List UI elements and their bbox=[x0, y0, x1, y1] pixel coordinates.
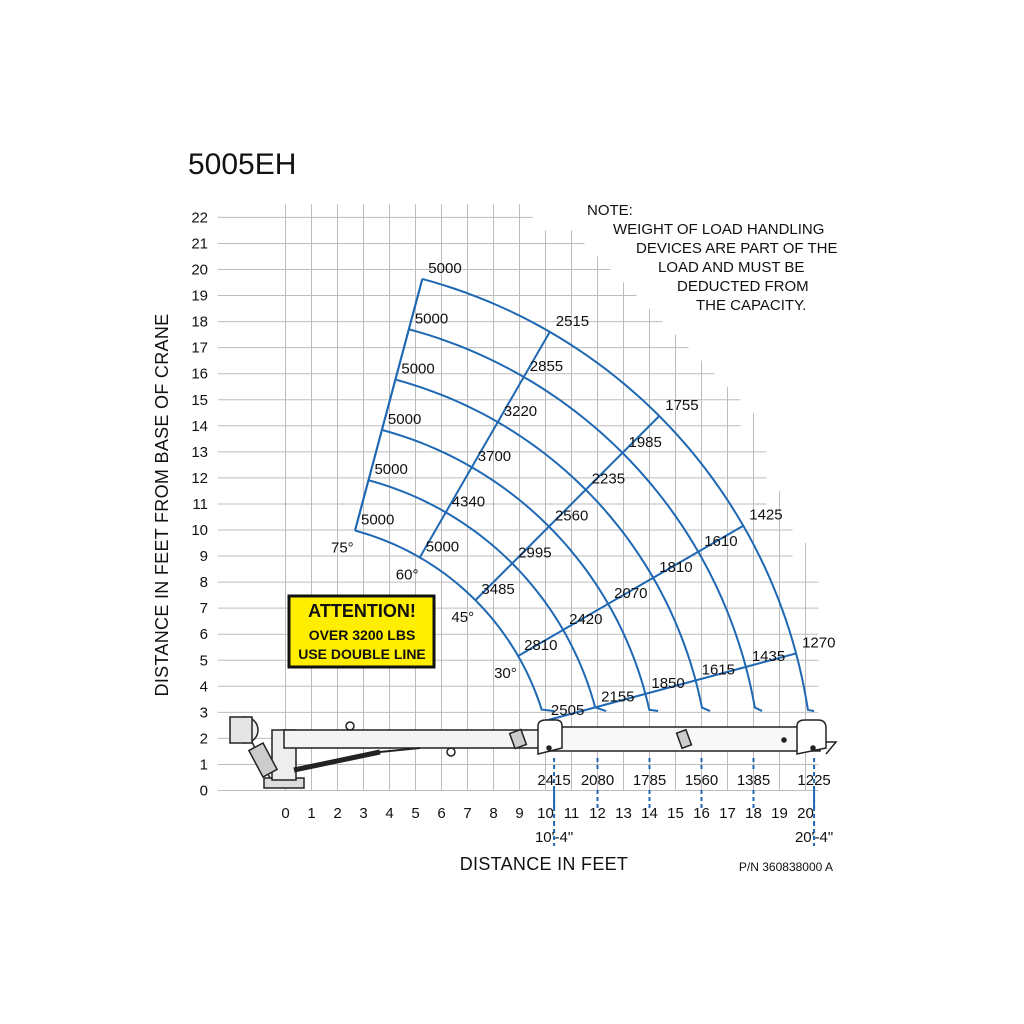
boom-angle-line bbox=[355, 279, 422, 531]
y-tick-label: 22 bbox=[191, 209, 208, 227]
angle-label: 30° bbox=[494, 664, 517, 682]
y-tick-label: 12 bbox=[191, 469, 208, 487]
capacity-label: 2155 bbox=[601, 688, 635, 706]
y-tick-label: 11 bbox=[192, 495, 208, 513]
capacity-label: 2810 bbox=[524, 636, 558, 654]
capacity-label: 5000 bbox=[401, 360, 435, 378]
pin-icon bbox=[782, 738, 786, 742]
attention-box bbox=[289, 596, 434, 667]
note-line: THE CAPACITY. bbox=[696, 297, 807, 314]
capacity-label: 2995 bbox=[518, 544, 552, 562]
horizontal-capacity-label: 2080 bbox=[580, 772, 615, 789]
x-tick-label: 1 bbox=[307, 805, 316, 822]
capacity-label: 2235 bbox=[591, 470, 626, 488]
capacity-label: 5000 bbox=[374, 461, 408, 479]
x-tick-label: 5 bbox=[411, 805, 420, 822]
capacity-label: 3700 bbox=[477, 448, 512, 466]
x-tick-label: 13 bbox=[615, 805, 632, 822]
capacity-label: 1615 bbox=[701, 661, 735, 679]
y-tick-label: 9 bbox=[199, 548, 208, 566]
capacity-label: 5000 bbox=[361, 511, 395, 529]
capacity-label: 1610 bbox=[704, 532, 738, 550]
x-tick-label: 19 bbox=[771, 805, 788, 822]
x-tick-label: 12 bbox=[589, 805, 606, 822]
x-tick-label: 10 bbox=[537, 805, 554, 822]
x-axis-title: DISTANCE IN FEET bbox=[459, 854, 629, 874]
horizontal-capacity-label: 1385 bbox=[736, 772, 771, 789]
angle-label: 45° bbox=[451, 609, 475, 627]
capacity-label: 2855 bbox=[529, 357, 564, 375]
x-axis-ticks bbox=[281, 805, 814, 822]
y-tick-label: 5 bbox=[199, 652, 208, 670]
x-tick-label: 20 bbox=[797, 805, 814, 822]
boom-inner-section bbox=[284, 730, 540, 748]
capacity-label: 4340 bbox=[451, 493, 486, 511]
y-tick-label: 19 bbox=[191, 287, 208, 305]
y-tick-label: 17 bbox=[191, 339, 208, 357]
capacity-label: 1755 bbox=[665, 397, 699, 415]
capacity-label: 3485 bbox=[481, 581, 515, 599]
x-tick-label: 4 bbox=[385, 805, 394, 822]
reach-extent-label: 10'-4" bbox=[534, 829, 574, 846]
y-tick-label: 16 bbox=[191, 365, 208, 383]
horizontal-capacity-label: 1785 bbox=[632, 772, 667, 789]
horizontal-capacity-labels bbox=[537, 772, 830, 789]
angle-label: 60° bbox=[395, 566, 419, 584]
y-tick-label: 10 bbox=[191, 522, 208, 539]
lift-eye-icon bbox=[346, 722, 354, 730]
sheave-icon bbox=[547, 746, 551, 750]
y-tick-label: 1 bbox=[199, 756, 208, 774]
note-line: DEVICES ARE PART OF THE bbox=[636, 240, 838, 257]
capacity-label: 1810 bbox=[659, 558, 693, 576]
x-tick-label: 11 bbox=[563, 805, 580, 822]
x-tick-label: 7 bbox=[463, 805, 472, 822]
x-tick-label: 14 bbox=[641, 805, 658, 822]
note-line: WEIGHT OF LOAD HANDLING bbox=[613, 221, 825, 238]
capacity-label: 3220 bbox=[503, 403, 538, 421]
y-tick-label: 6 bbox=[199, 626, 208, 644]
motor-icon bbox=[230, 717, 252, 743]
x-tick-label: 0 bbox=[281, 805, 290, 822]
y-tick-label: 18 bbox=[191, 313, 208, 331]
reach-extent-labels bbox=[535, 829, 833, 846]
capacity-label: 5000 bbox=[387, 410, 422, 428]
capacity-label: 1425 bbox=[749, 506, 783, 524]
note-line: NOTE: bbox=[587, 202, 633, 219]
x-tick-label: 2 bbox=[333, 805, 342, 822]
x-tick-label: 15 bbox=[667, 805, 684, 822]
horizontal-capacity-label: 1225 bbox=[797, 772, 831, 789]
y-tick-label: 21 bbox=[191, 235, 208, 253]
lift-eye-icon bbox=[447, 748, 455, 756]
reach-extent-label: 20'-4" bbox=[794, 829, 834, 846]
attention-line: USE DOUBLE LINE bbox=[298, 646, 426, 662]
angle-label: 75° bbox=[331, 539, 354, 557]
horizontal-capacity-label: 2415 bbox=[537, 772, 571, 789]
attention-heading: ATTENTION! bbox=[308, 601, 416, 621]
x-tick-label: 3 bbox=[359, 805, 368, 822]
capacity-label: 1985 bbox=[628, 433, 662, 451]
sheave-icon bbox=[811, 746, 815, 750]
capacity-label: 1850 bbox=[651, 674, 685, 692]
x-tick-label: 18 bbox=[745, 805, 762, 822]
y-axis-ticks bbox=[191, 209, 208, 799]
note-line: DEDUCTED FROM bbox=[677, 278, 809, 295]
y-tick-label: 13 bbox=[191, 443, 208, 461]
x-tick-label: 9 bbox=[515, 805, 524, 822]
y-tick-label: 7 bbox=[199, 600, 208, 618]
attention-line: OVER 3200 LBS bbox=[308, 627, 416, 643]
chart-title: 5005EH bbox=[188, 148, 297, 181]
capacity-label: 2515 bbox=[555, 312, 590, 330]
x-tick-label: 8 bbox=[489, 805, 498, 822]
x-tick-label: 16 bbox=[693, 805, 710, 822]
capacity-label: 5000 bbox=[425, 538, 460, 556]
y-tick-label: 0 bbox=[199, 782, 208, 800]
y-tick-label: 8 bbox=[199, 574, 208, 592]
tip-bracket bbox=[826, 742, 836, 754]
capacity-label: 5000 bbox=[428, 259, 462, 277]
capacity-label: 1270 bbox=[802, 634, 836, 652]
note-block bbox=[587, 202, 837, 314]
capacity-label: 2505 bbox=[550, 701, 585, 719]
part-number: P/N 360838000 A bbox=[738, 860, 833, 874]
horizontal-capacity-label: 1560 bbox=[684, 772, 719, 789]
y-tick-label: 20 bbox=[191, 261, 208, 279]
capacity-label: 5000 bbox=[414, 310, 449, 328]
y-tick-label: 15 bbox=[191, 391, 208, 409]
note-line: LOAD AND MUST BE bbox=[658, 259, 805, 276]
x-tick-label: 6 bbox=[437, 805, 446, 822]
capacity-label: 2560 bbox=[554, 507, 589, 525]
y-tick-label: 14 bbox=[191, 417, 208, 435]
y-tick-label: 4 bbox=[199, 678, 208, 696]
capacity-label: 1435 bbox=[751, 647, 786, 665]
y-axis-title: DISTANCE IN FEET FROM BASE OF CRANE bbox=[152, 313, 172, 697]
y-tick-label: 2 bbox=[199, 730, 208, 748]
y-tick-label: 3 bbox=[199, 704, 208, 722]
x-tick-label: 17 bbox=[719, 805, 736, 822]
capacity-label: 2420 bbox=[569, 610, 603, 628]
capacity-label: 2070 bbox=[614, 584, 648, 602]
